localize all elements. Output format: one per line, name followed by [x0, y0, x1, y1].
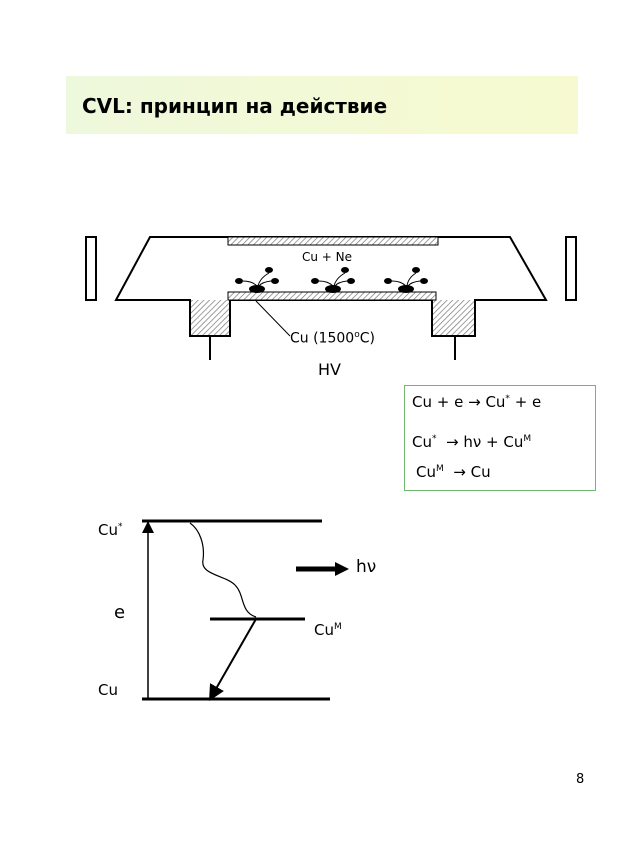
meta-level-label: $Cu^M$	[314, 621, 342, 639]
lower-level-label: Cu	[98, 681, 118, 699]
equation-3: $Cu^M \to Cu$	[416, 463, 491, 481]
gas-label: Cu + Ne	[302, 250, 353, 264]
page-title: CVL: принцип на действие	[82, 94, 388, 118]
upper-level-label: Cu*	[98, 521, 123, 539]
equations-box	[404, 385, 596, 491]
left-mirror	[86, 237, 96, 300]
decay-arrow	[213, 619, 256, 694]
equation-2: $Cu^* \to h\nu + Cu^M$	[412, 433, 532, 451]
equation-1: Cu + e → Cu* + e	[412, 393, 542, 411]
hv-label: HV	[318, 360, 341, 379]
emission-wave	[190, 523, 256, 617]
right-mirror	[566, 237, 576, 300]
left-electrode	[191, 300, 229, 335]
cu-temp-label: Cu (1500$^o$C)	[290, 330, 375, 347]
photon-label: hν	[356, 557, 377, 577]
photon-arrowhead	[335, 562, 349, 576]
page-number: 8	[576, 772, 585, 787]
e-label: e	[114, 602, 126, 623]
top-plate	[228, 237, 438, 245]
cu-leader-line	[256, 301, 290, 336]
bottom-plate	[228, 292, 436, 300]
right-electrode	[433, 300, 474, 335]
